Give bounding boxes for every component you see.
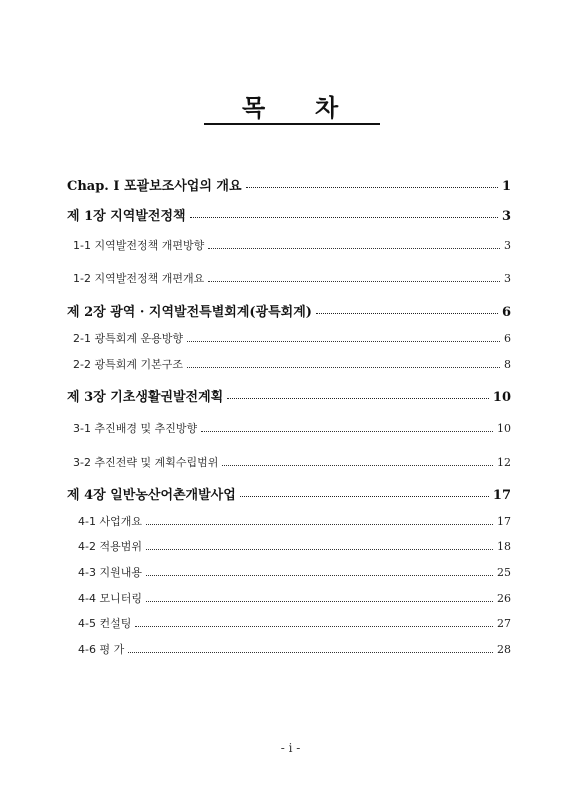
toc-entry-page: 6 bbox=[504, 332, 511, 345]
toc-entry-page: 26 bbox=[497, 592, 511, 605]
toc-entry-label: 제 1장 지역발전정책 bbox=[67, 209, 186, 224]
toc-entry-1-1[interactable] bbox=[73, 237, 511, 253]
dot-leader bbox=[146, 575, 493, 576]
toc-entry-label: 1-1 지역발전정책 개편방향 bbox=[73, 239, 205, 252]
toc-entry-3-1[interactable] bbox=[73, 420, 511, 436]
page-number-footer: - i - bbox=[280, 741, 301, 755]
dot-leader bbox=[135, 626, 493, 627]
toc-entry-page: 6 bbox=[501, 305, 511, 320]
toc-entry-4-5[interactable] bbox=[78, 615, 511, 631]
toc-entry-label: 4-5 컨설팅 bbox=[78, 617, 132, 630]
toc-entry-2-2[interactable] bbox=[73, 356, 511, 372]
toc-entry-ch2[interactable] bbox=[67, 301, 511, 320]
toc-entry-label: 4-3 지원내용 bbox=[78, 566, 142, 579]
toc-entry-label: 2-1 광특회계 운용방향 bbox=[73, 332, 183, 345]
dot-leader bbox=[240, 496, 489, 497]
dot-leader bbox=[227, 398, 489, 399]
toc-entry-page: 10 bbox=[497, 422, 511, 435]
toc-entry-page: 12 bbox=[497, 456, 511, 469]
dot-leader bbox=[222, 465, 493, 466]
dot-leader bbox=[146, 601, 493, 602]
dot-leader bbox=[187, 341, 500, 342]
toc-entry-page: 3 bbox=[504, 239, 511, 252]
dot-leader bbox=[190, 217, 498, 218]
toc-entry-label: 4-1 사업개요 bbox=[78, 515, 142, 528]
toc-entry-page: 3 bbox=[504, 272, 511, 285]
toc-entry-4-1[interactable] bbox=[78, 513, 511, 529]
toc-entry-1-2[interactable] bbox=[73, 270, 511, 286]
dot-leader bbox=[146, 549, 493, 550]
toc-entry-label: 제 2장 광역 · 지역발전특별회계(광특회계) bbox=[67, 305, 312, 320]
title-underline bbox=[204, 123, 380, 125]
toc-entry-label: 4-6 평 가 bbox=[78, 643, 125, 656]
toc-entry-page: 25 bbox=[497, 566, 511, 579]
toc-entry-4-6[interactable] bbox=[78, 641, 511, 657]
title-char-1: 목 bbox=[242, 94, 268, 122]
toc-entry-page: 28 bbox=[497, 643, 511, 656]
toc-entry-label: 3-2 추진전략 및 계획수립범위 bbox=[73, 456, 219, 469]
toc-entry-page: 8 bbox=[504, 358, 511, 371]
toc-entry-ch4[interactable] bbox=[67, 484, 511, 503]
toc-entry-page: 17 bbox=[492, 488, 511, 503]
dot-leader bbox=[201, 431, 493, 432]
dot-leader bbox=[246, 187, 498, 188]
toc-entry-label: 제 4장 일반농산어촌개발사업 bbox=[67, 488, 236, 503]
toc-entry-label: 제 3장 기초생활권발전계획 bbox=[67, 390, 224, 405]
toc-entry-label: 4-2 적용범위 bbox=[78, 540, 142, 553]
dot-leader bbox=[316, 313, 498, 314]
toc-entry-4-2[interactable] bbox=[78, 538, 511, 554]
toc-entry-page: 17 bbox=[497, 515, 511, 528]
toc-entry-label: 4-4 모니터링 bbox=[78, 592, 142, 605]
toc-entry-label: 1-2 지역발전정책 개편개요 bbox=[73, 272, 205, 285]
toc-entry-page: 10 bbox=[492, 390, 511, 405]
toc-entry-2-1[interactable] bbox=[73, 330, 511, 346]
toc-entry-page: 3 bbox=[501, 209, 511, 224]
toc-entry-page: 18 bbox=[497, 540, 511, 553]
dot-leader bbox=[208, 281, 500, 282]
toc-entry-label: 2-2 광특회계 기본구조 bbox=[73, 358, 183, 371]
toc-entry-chap1[interactable] bbox=[67, 175, 511, 194]
toc-entry-ch1[interactable] bbox=[67, 205, 511, 224]
toc-entry-page: 1 bbox=[501, 179, 511, 194]
toc-entry-4-4[interactable] bbox=[78, 590, 511, 606]
title-char-2: 차 bbox=[315, 94, 341, 122]
dot-leader bbox=[208, 248, 500, 249]
dot-leader bbox=[146, 524, 493, 525]
toc-entry-label: 3-1 추진배경 및 추진방향 bbox=[73, 422, 198, 435]
toc-entry-ch3[interactable] bbox=[67, 386, 511, 405]
dot-leader bbox=[187, 367, 500, 368]
toc-entry-3-2[interactable] bbox=[73, 454, 511, 470]
toc-entry-4-3[interactable] bbox=[78, 564, 511, 580]
toc-entry-page: 27 bbox=[497, 617, 511, 630]
dot-leader bbox=[128, 652, 493, 653]
toc-entry-label: Chap. Ⅰ 포괄보조사업의 개요 bbox=[67, 179, 242, 194]
